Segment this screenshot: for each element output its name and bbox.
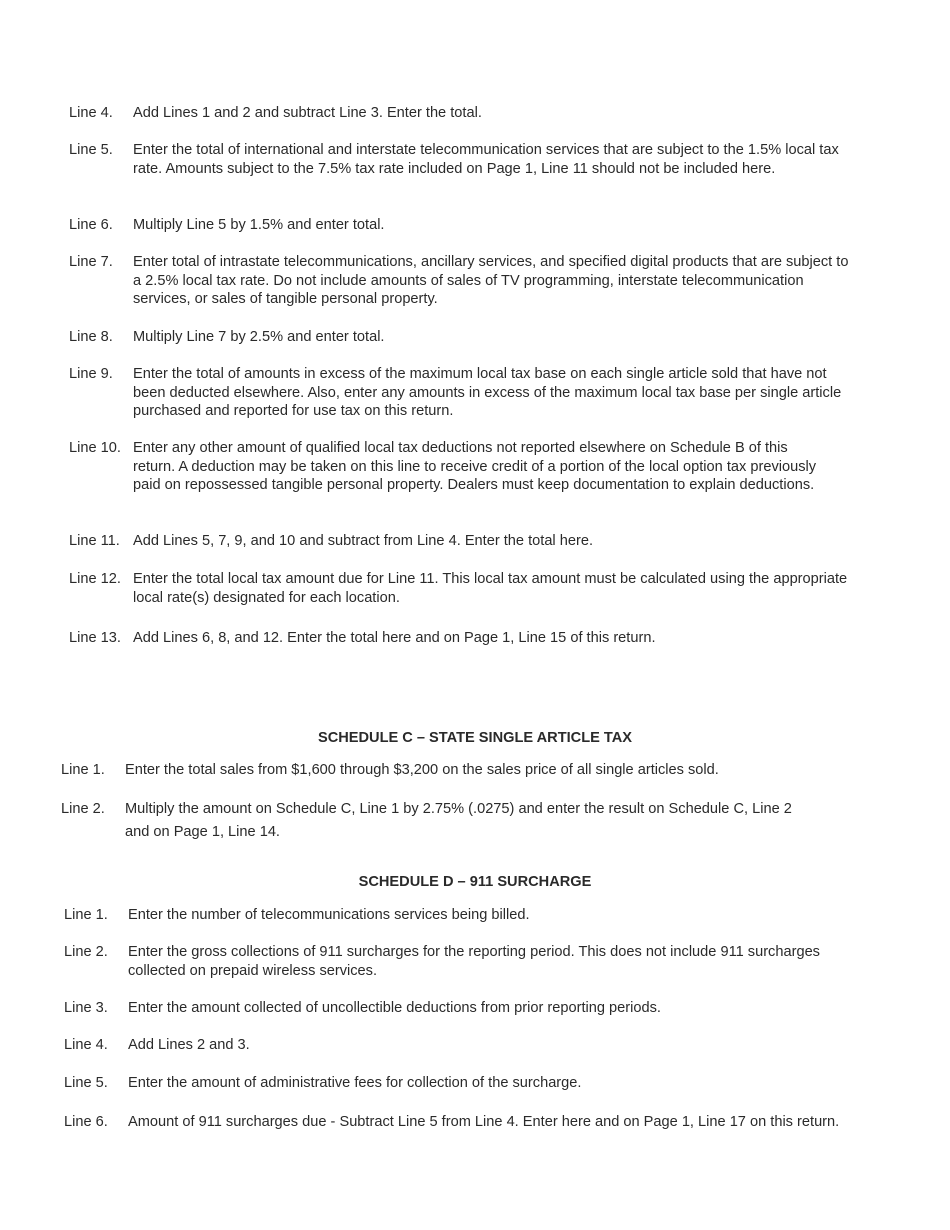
list-item — [69, 532, 849, 551]
list-item — [69, 570, 853, 607]
line-text: Enter total of intrastate telecommunications, ancillary services, and specified digital products that are subject to a 2.5% local tax rate. Do not include amounts of sales of TV programming, interstate telecommunication services, or sales of tangible personal property. — [133, 254, 849, 308]
line-text: Multiply Line 7 by 2.5% and enter total. — [133, 329, 385, 345]
line-label: Line 12. — [69, 571, 121, 587]
line-label: Line 3. — [64, 1000, 108, 1016]
line-text: Enter the gross collections of 911 surcharges for the reporting period. This does not include 911 surcharges collected on prepaid wireless services. — [128, 944, 820, 979]
list-item — [69, 216, 849, 235]
line-label: Line 4. — [69, 105, 113, 121]
line-label: Line 1. — [64, 907, 108, 923]
line-text: Enter the total of international and interstate telecommunication services that are subject to the 1.5% local tax rate. Amounts subject to the 7.5% tax rate included on Page 1, Line 11 should not be included here. — [133, 142, 839, 177]
list-item — [69, 253, 849, 309]
list-item — [64, 906, 844, 925]
list-item — [64, 1074, 844, 1093]
line-label: Line 6. — [69, 217, 113, 233]
list-item — [69, 439, 833, 495]
line-text: Add Lines 6, 8, and 12. Enter the total here and on Page 1, Line 15 of this return. — [133, 630, 656, 646]
line-label: Line 7. — [69, 254, 113, 270]
schedule-c-title: SCHEDULE C – STATE SINGLE ARTICLE TAX — [317, 730, 633, 746]
list-item — [69, 328, 849, 347]
line-label: Line 2. — [64, 944, 108, 960]
list-item — [69, 141, 849, 178]
line-label: Line 8. — [69, 329, 113, 345]
line-text: Multiply Line 5 by 1.5% and enter total. — [133, 217, 385, 233]
line-text: Add Lines 5, 7, 9, and 10 and subtract from Line 4. Enter the total here. — [133, 533, 593, 549]
schedule-d-title: SCHEDULE D – 911 SURCHARGE — [358, 874, 592, 890]
line-label: Line 1. — [61, 762, 105, 778]
line-label: Line 4. — [64, 1037, 108, 1053]
list-item — [64, 999, 844, 1018]
line-label: Line 5. — [69, 142, 113, 158]
list-item — [69, 104, 849, 123]
line-label: Line 6. — [64, 1114, 108, 1130]
line-label: Line 5. — [64, 1075, 108, 1091]
list-item — [64, 1036, 844, 1055]
line-text: Enter the number of telecommunications services being billed. — [128, 907, 530, 923]
line-text: Enter any other amount of qualified local tax deductions not reported elsewhere on Schedule B of this return. A deduction may be taken on this line to receive credit of a portion of the local option tax previously paid on repossessed tangible personal property. Dealers must keep documentation to explain deductions. — [133, 440, 817, 494]
line-text: Enter the amount collected of uncollectible deductions from prior reporting periods. — [128, 1000, 661, 1016]
list-item — [69, 365, 849, 421]
list-item — [61, 798, 815, 844]
line-label: Line 13. — [69, 630, 121, 646]
list-item — [64, 943, 828, 980]
line-text: Enter the total sales from $1,600 through $3,200 on the sales price of all single articles sold. — [125, 762, 719, 778]
line-text: Multiply the amount on Schedule C, Line 1 by 2.75% (.0275) and enter the result on Schedule C, Line 2 and on Page 1, Line 14. — [125, 801, 792, 840]
line-label: Line 9. — [69, 366, 113, 382]
list-item — [64, 1111, 840, 1133]
list-item — [69, 629, 849, 648]
line-text: Add Lines 2 and 3. — [128, 1037, 250, 1053]
list-item — [61, 761, 841, 780]
line-label: Line 11. — [69, 533, 120, 549]
line-label: Line 2. — [61, 801, 105, 817]
line-text: Amount of 911 surcharges due - Subtract Line 5 from Line 4. Enter here and on Page 1, Line 17 on this return. — [128, 1114, 840, 1130]
line-text: Add Lines 1 and 2 and subtract Line 3. Enter the total. — [133, 105, 482, 121]
line-text: Enter the amount of administrative fees for collection of the surcharge. — [128, 1075, 582, 1091]
line-text: Enter the total local tax amount due for Line 11. This local tax amount must be calculated using the appropriate local rate(s) designated for each location. — [133, 571, 848, 606]
line-label: Line 10. — [69, 440, 121, 456]
line-text: Enter the total of amounts in excess of the maximum local tax base on each single article sold that have not been deducted elsewhere. Also, enter any amounts in excess of the maximum local tax base per single article purchased and reported for use tax on this return. — [133, 366, 842, 420]
